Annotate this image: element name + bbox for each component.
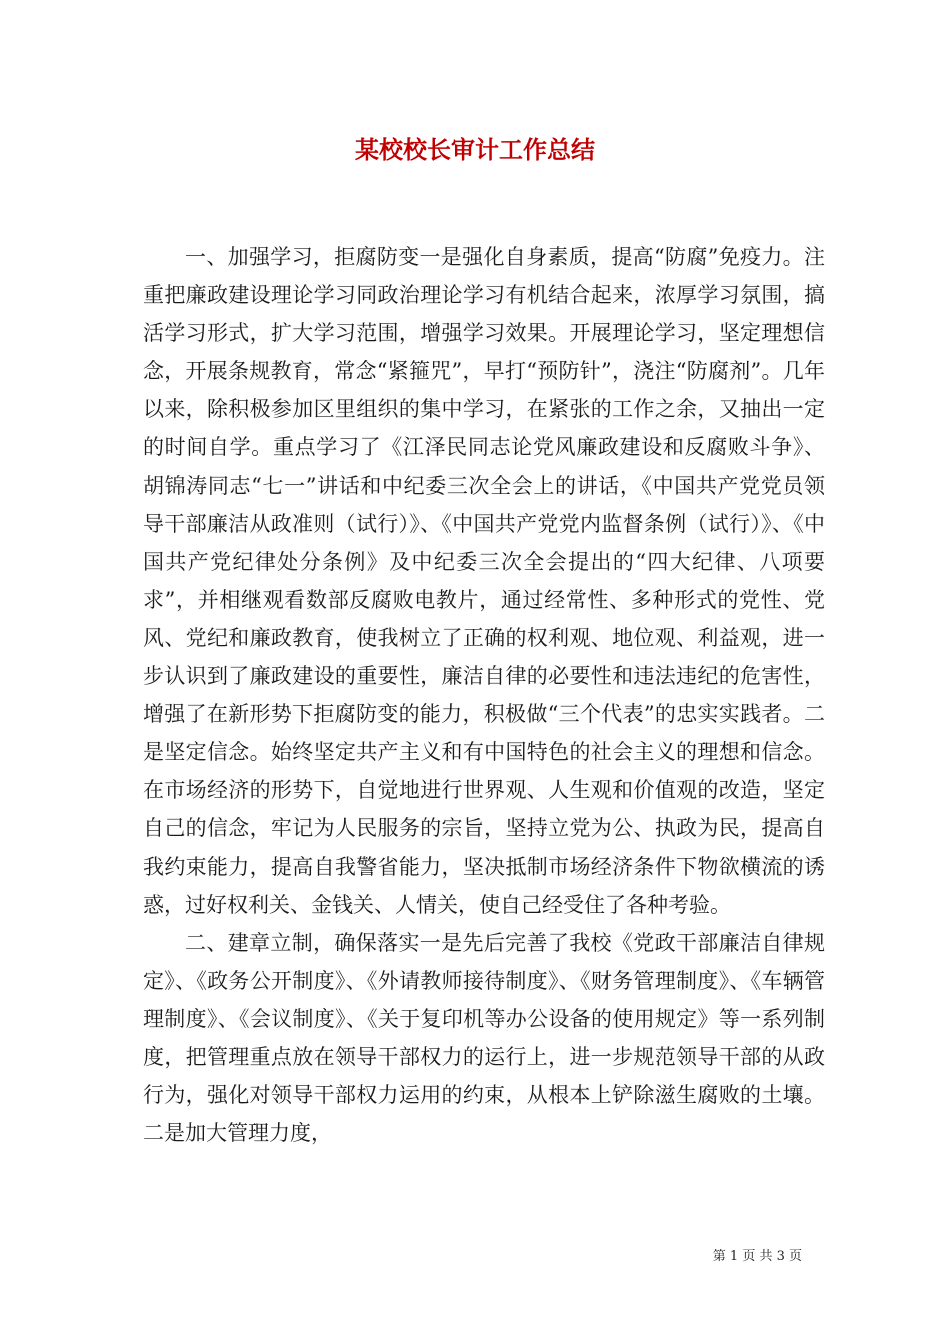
paragraph-2: 二、建章立制，确保落实一是先后完善了我校《党政干部廉洁自律规定》、《政务公开制度》、《外请教师接待制度》、《财务管理制度》、《车辆管理制度》、《会议制度》、《关于复印机等办公设备的使用规定》等一系列制度，把管理重点放在领导干部权力的运行上，进一步规范领导干部的从政行为，强化对领导干部权力运用的约束，从根本上铲除滋生腐败的土壤。二是加大管理力度， xyxy=(143,930,825,1146)
paragraph-1: 一、加强学习，拒腐防变一是强化自身素质，提高“防腐”免疫力。注重把廉政建设理论学习同政治理论学习有机结合起来，浓厚学习氛围，搞活学习形式，扩大学习范围，增强学习效果。开展理论学习，坚定理想信念，开展条规教育，常念“紧箍咒”，早打“预防针”，浇注“防腐剂”。几年以来，除积极参加区里组织的集中学习，在紧张的工作之余，又抽出一定的时间自学。重点学习了《江泽民同志论党风廉政建设和反腐败斗争》、胡锦涛同志“七一”讲话和中纪委三次全会上的讲话，《中国共产党党员领导干部廉洁从政准则（试行）》、《中国共产党党内监督条例（试行）》、《中国共产党纪律处分条例》及中纪委三次全会提出的“四大纪律、八项要求”，并相继观看数部反腐败电教片，通过经常性、多种形式的党性、党风、党纪和廉政教育，使我树立了正确的权利观、地位观、利益观，进一步认识到了廉政建设的重要性，廉洁自律的必要性和违法违纪的危害性，增强了在新形势下拒腐防变的能力，积极做“三个代表”的忠实实践者。二是坚定信念。始终坚定共产主义和有中国特色的社会主义的理想和信念。在市场经济的形势下，自觉地进行世界观、人生观和价值观的改造，坚定自己的信念，牢记为人民服务的宗旨，坚持立党为公、执政为民，提高自我约束能力，提高自我警省能力，坚决抵制市场经济条件下物欲横流的诱惑，过好权利关、金钱关、人情关，使自己经受住了各种考验。 xyxy=(143,245,825,917)
document-body xyxy=(143,238,825,1152)
document-title: 某校校长审计工作总结 xyxy=(355,135,595,164)
page-number: 第 1 页 共 3 页 xyxy=(712,1249,802,1264)
